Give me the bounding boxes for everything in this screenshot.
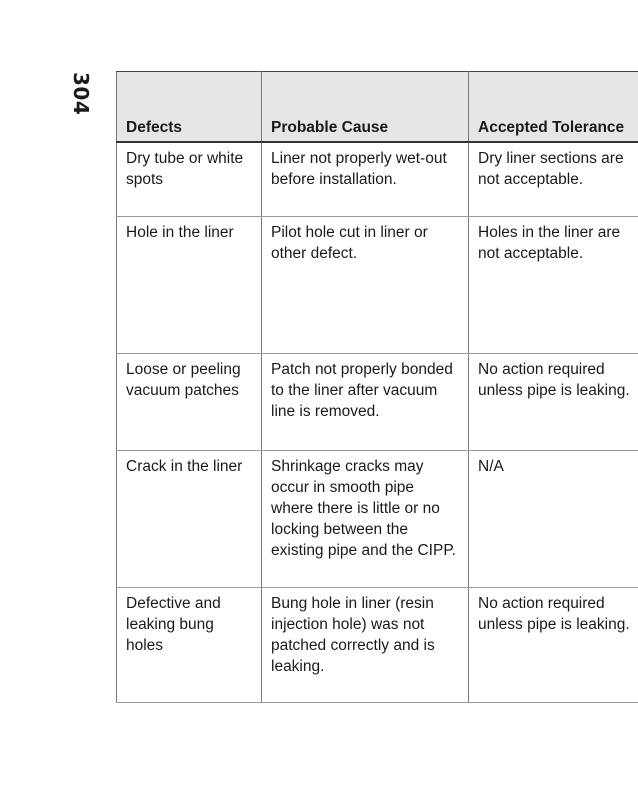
- defects-table: [116, 71, 638, 703]
- table-row: [117, 354, 638, 451]
- table-header-row: [117, 72, 638, 143]
- cause-cell: Shrinkage cracks may occur in smooth pipe where there is little or no locking between the existing pipe and the CIPP.: [262, 451, 469, 588]
- table-row: [117, 588, 638, 703]
- defect-cell: Loose or peeling vacuum patches: [117, 354, 262, 451]
- defect-cell: Hole in the liner: [117, 217, 262, 354]
- tolerance-cell: No action required unless pipe is leaking.: [469, 354, 638, 451]
- cause-cell: Pilot hole cut in liner or other defect.: [262, 217, 469, 354]
- table-row: [117, 142, 638, 217]
- header-accepted-tolerance: Accepted Tolerance: [469, 72, 638, 143]
- cause-cell: Patch not properly bonded to the liner after vacuum line is removed.: [262, 354, 469, 451]
- tolerance-cell: Holes in the liner are not acceptable.: [469, 217, 638, 354]
- tolerance-cell: No action required unless pipe is leaking.: [469, 588, 638, 703]
- defect-cell: Defective and leaking bung holes: [117, 588, 262, 703]
- tolerance-cell: N/A: [469, 451, 638, 588]
- cause-cell: Liner not properly wet-out before installation.: [262, 142, 469, 217]
- cause-cell: Bung hole in liner (resin injection hole) was not patched correctly and is leaking.: [262, 588, 469, 703]
- defect-cell: Crack in the liner: [117, 451, 262, 588]
- tolerance-cell: Dry liner sections are not acceptable.: [469, 142, 638, 217]
- page-number: 304: [69, 72, 93, 116]
- header-defects: Defects: [117, 72, 262, 143]
- table-row: [117, 217, 638, 354]
- defect-cell: Dry tube or white spots: [117, 142, 262, 217]
- table-row: [117, 451, 638, 588]
- header-probable-cause: Probable Cause: [262, 72, 469, 143]
